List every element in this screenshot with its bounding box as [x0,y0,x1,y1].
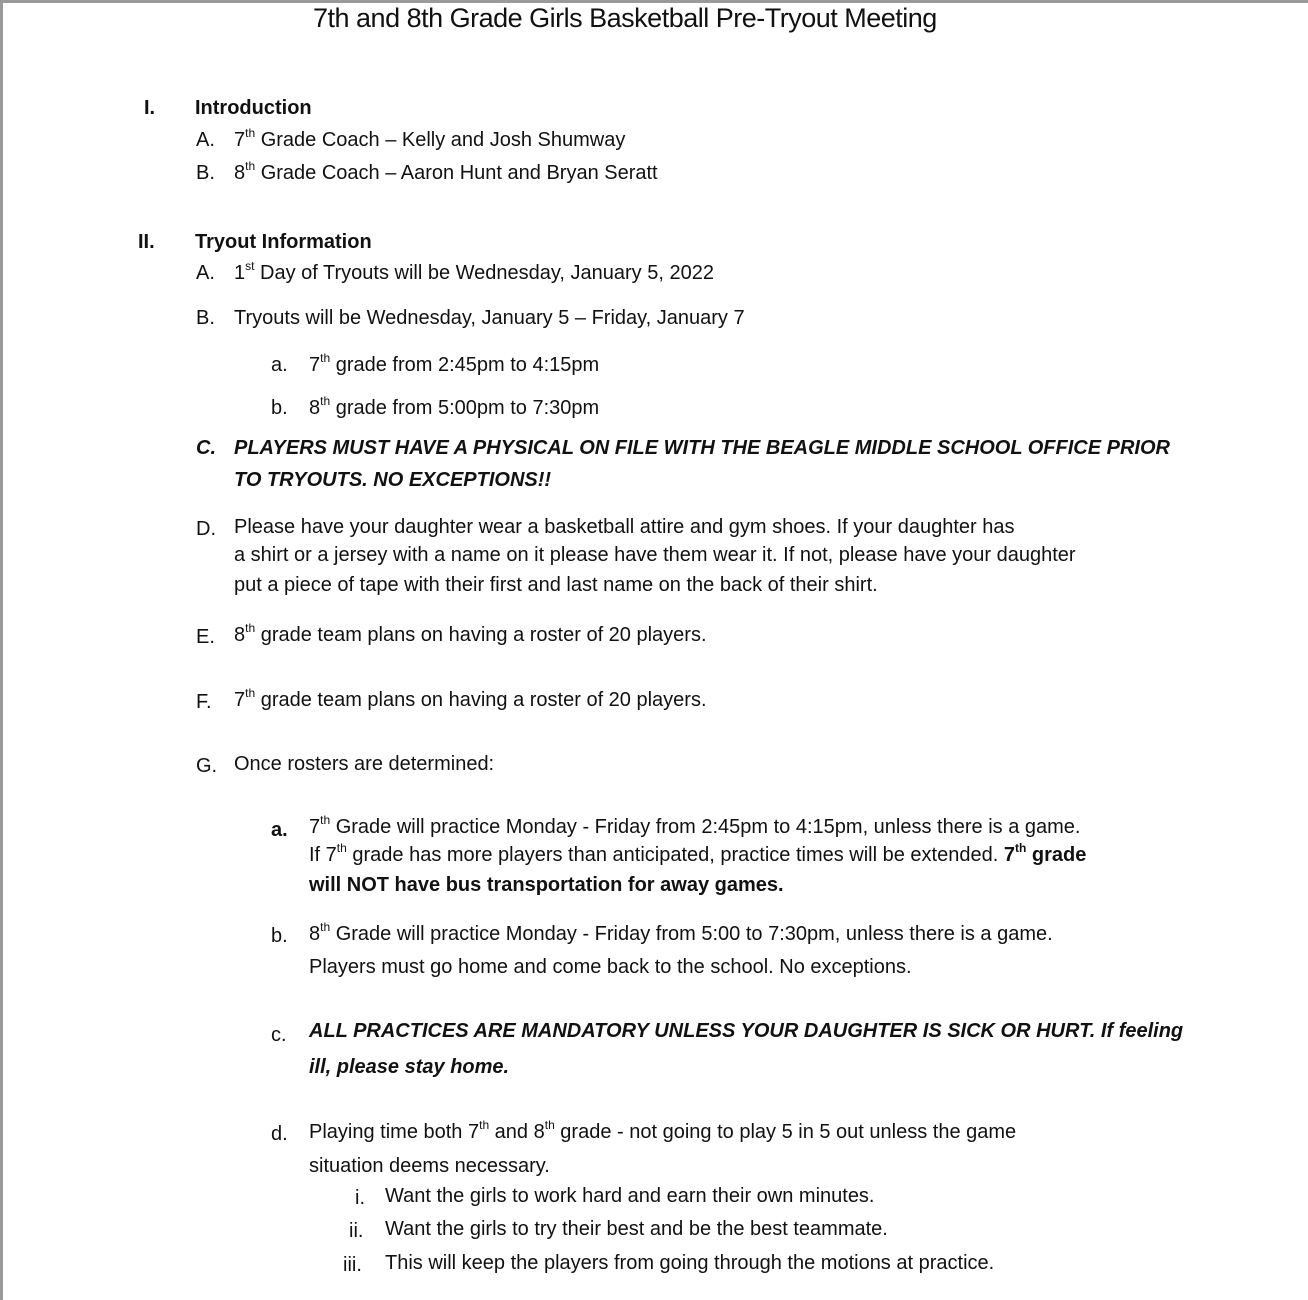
roman-marker: i. [355,1187,365,1209]
item-marker: B. [196,307,215,329]
section-heading: Tryout Information [195,231,372,253]
subitem-marker: a. [271,819,288,841]
subitem-marker: b. [271,397,288,419]
list-item: 1st Day of Tryouts will be Wednesday, January 5, 2022 [234,259,714,284]
list-item: 7th grade team plans on having a roster of 20 players. [234,686,707,711]
sub-list-item-line: ill, please stay home. [309,1056,510,1078]
sub-list-item: 7th grade from 2:45pm to 4:15pm [309,351,600,376]
sub-list-item-line: situation deems necessary. [309,1155,550,1177]
nested-list-item: Want the girls to try their best and be the best teammate. [385,1218,888,1240]
list-item: Once rosters are determined: [234,753,495,775]
list-item: Tryouts will be Wednesday, January 5 – Friday, January 7 [234,307,745,329]
section-numeral: II. [138,231,155,253]
list-item: 8th Grade Coach – Aaron Hunt and Bryan Seratt [234,159,658,184]
item-marker: B. [196,162,215,184]
subitem-marker: b. [271,925,288,947]
sub-list-item-line: Playing time both 7th and 8th grade - not going to play 5 in 5 out unless the game [309,1118,1017,1143]
list-item: 8th grade team plans on having a roster of 20 players. [234,621,707,646]
subitem-marker: c. [271,1024,287,1046]
list-item-line: Please have your daughter wear a basketball attire and gym shoes. If your daughter has [234,516,1015,538]
sub-list-item-line: ALL PRACTICES ARE MANDATORY UNLESS YOUR DAUGHTER IS SICK OR HURT. If feeling [309,1020,1184,1042]
roman-marker: iii. [343,1254,362,1276]
subitem-marker: d. [271,1123,288,1145]
sub-list-item-line: 8th Grade will practice Monday - Friday from 5:00 to 7:30pm, unless there is a game. [309,920,1053,945]
window-border-left [0,0,3,1300]
sub-list-item-line: will NOT have bus transportation for away games. [309,874,784,896]
list-item-line: PLAYERS MUST HAVE A PHYSICAL ON FILE WITH THE BEAGLE MIDDLE SCHOOL OFFICE PRIOR [234,437,1170,459]
section-heading: Introduction [195,97,312,119]
sub-list-item-line: If 7th grade has more players than anticipated, practice times will be extended. 7th grade [309,841,1087,866]
item-marker: A. [196,262,215,284]
page-title: 7th and 8th Grade Girls Basketball Pre-Tryout Meeting [313,3,937,33]
item-marker: G. [196,755,218,777]
item-marker: E. [196,626,215,648]
section-numeral: I. [144,97,156,119]
list-item-line: a shirt or a jersey with a name on it please have them wear it. If not, please have your daughter [234,544,1076,566]
list-item-line: put a piece of tape with their first and last name on the back of their shirt. [234,574,878,596]
item-marker: C. [196,437,216,459]
item-marker: F. [196,691,212,713]
nested-list-item: Want the girls to work hard and earn their own minutes. [385,1185,875,1207]
sub-list-item-line: 7th Grade will practice Monday - Friday from 2:45pm to 4:15pm, unless there is a game. [309,813,1081,838]
sub-list-item: 8th grade from 5:00pm to 7:30pm [309,394,600,419]
list-item-line: TO TRYOUTS. NO EXCEPTIONS!! [234,469,552,491]
roman-marker: ii. [349,1220,364,1242]
item-marker: D. [196,518,216,540]
sub-list-item-line: Players must go home and come back to the school. No exceptions. [309,956,912,978]
list-item: 7th Grade Coach – Kelly and Josh Shumway [234,126,626,151]
item-marker: A. [196,129,215,151]
subitem-marker: a. [271,354,288,376]
nested-list-item: This will keep the players from going through the motions at practice. [385,1252,995,1274]
